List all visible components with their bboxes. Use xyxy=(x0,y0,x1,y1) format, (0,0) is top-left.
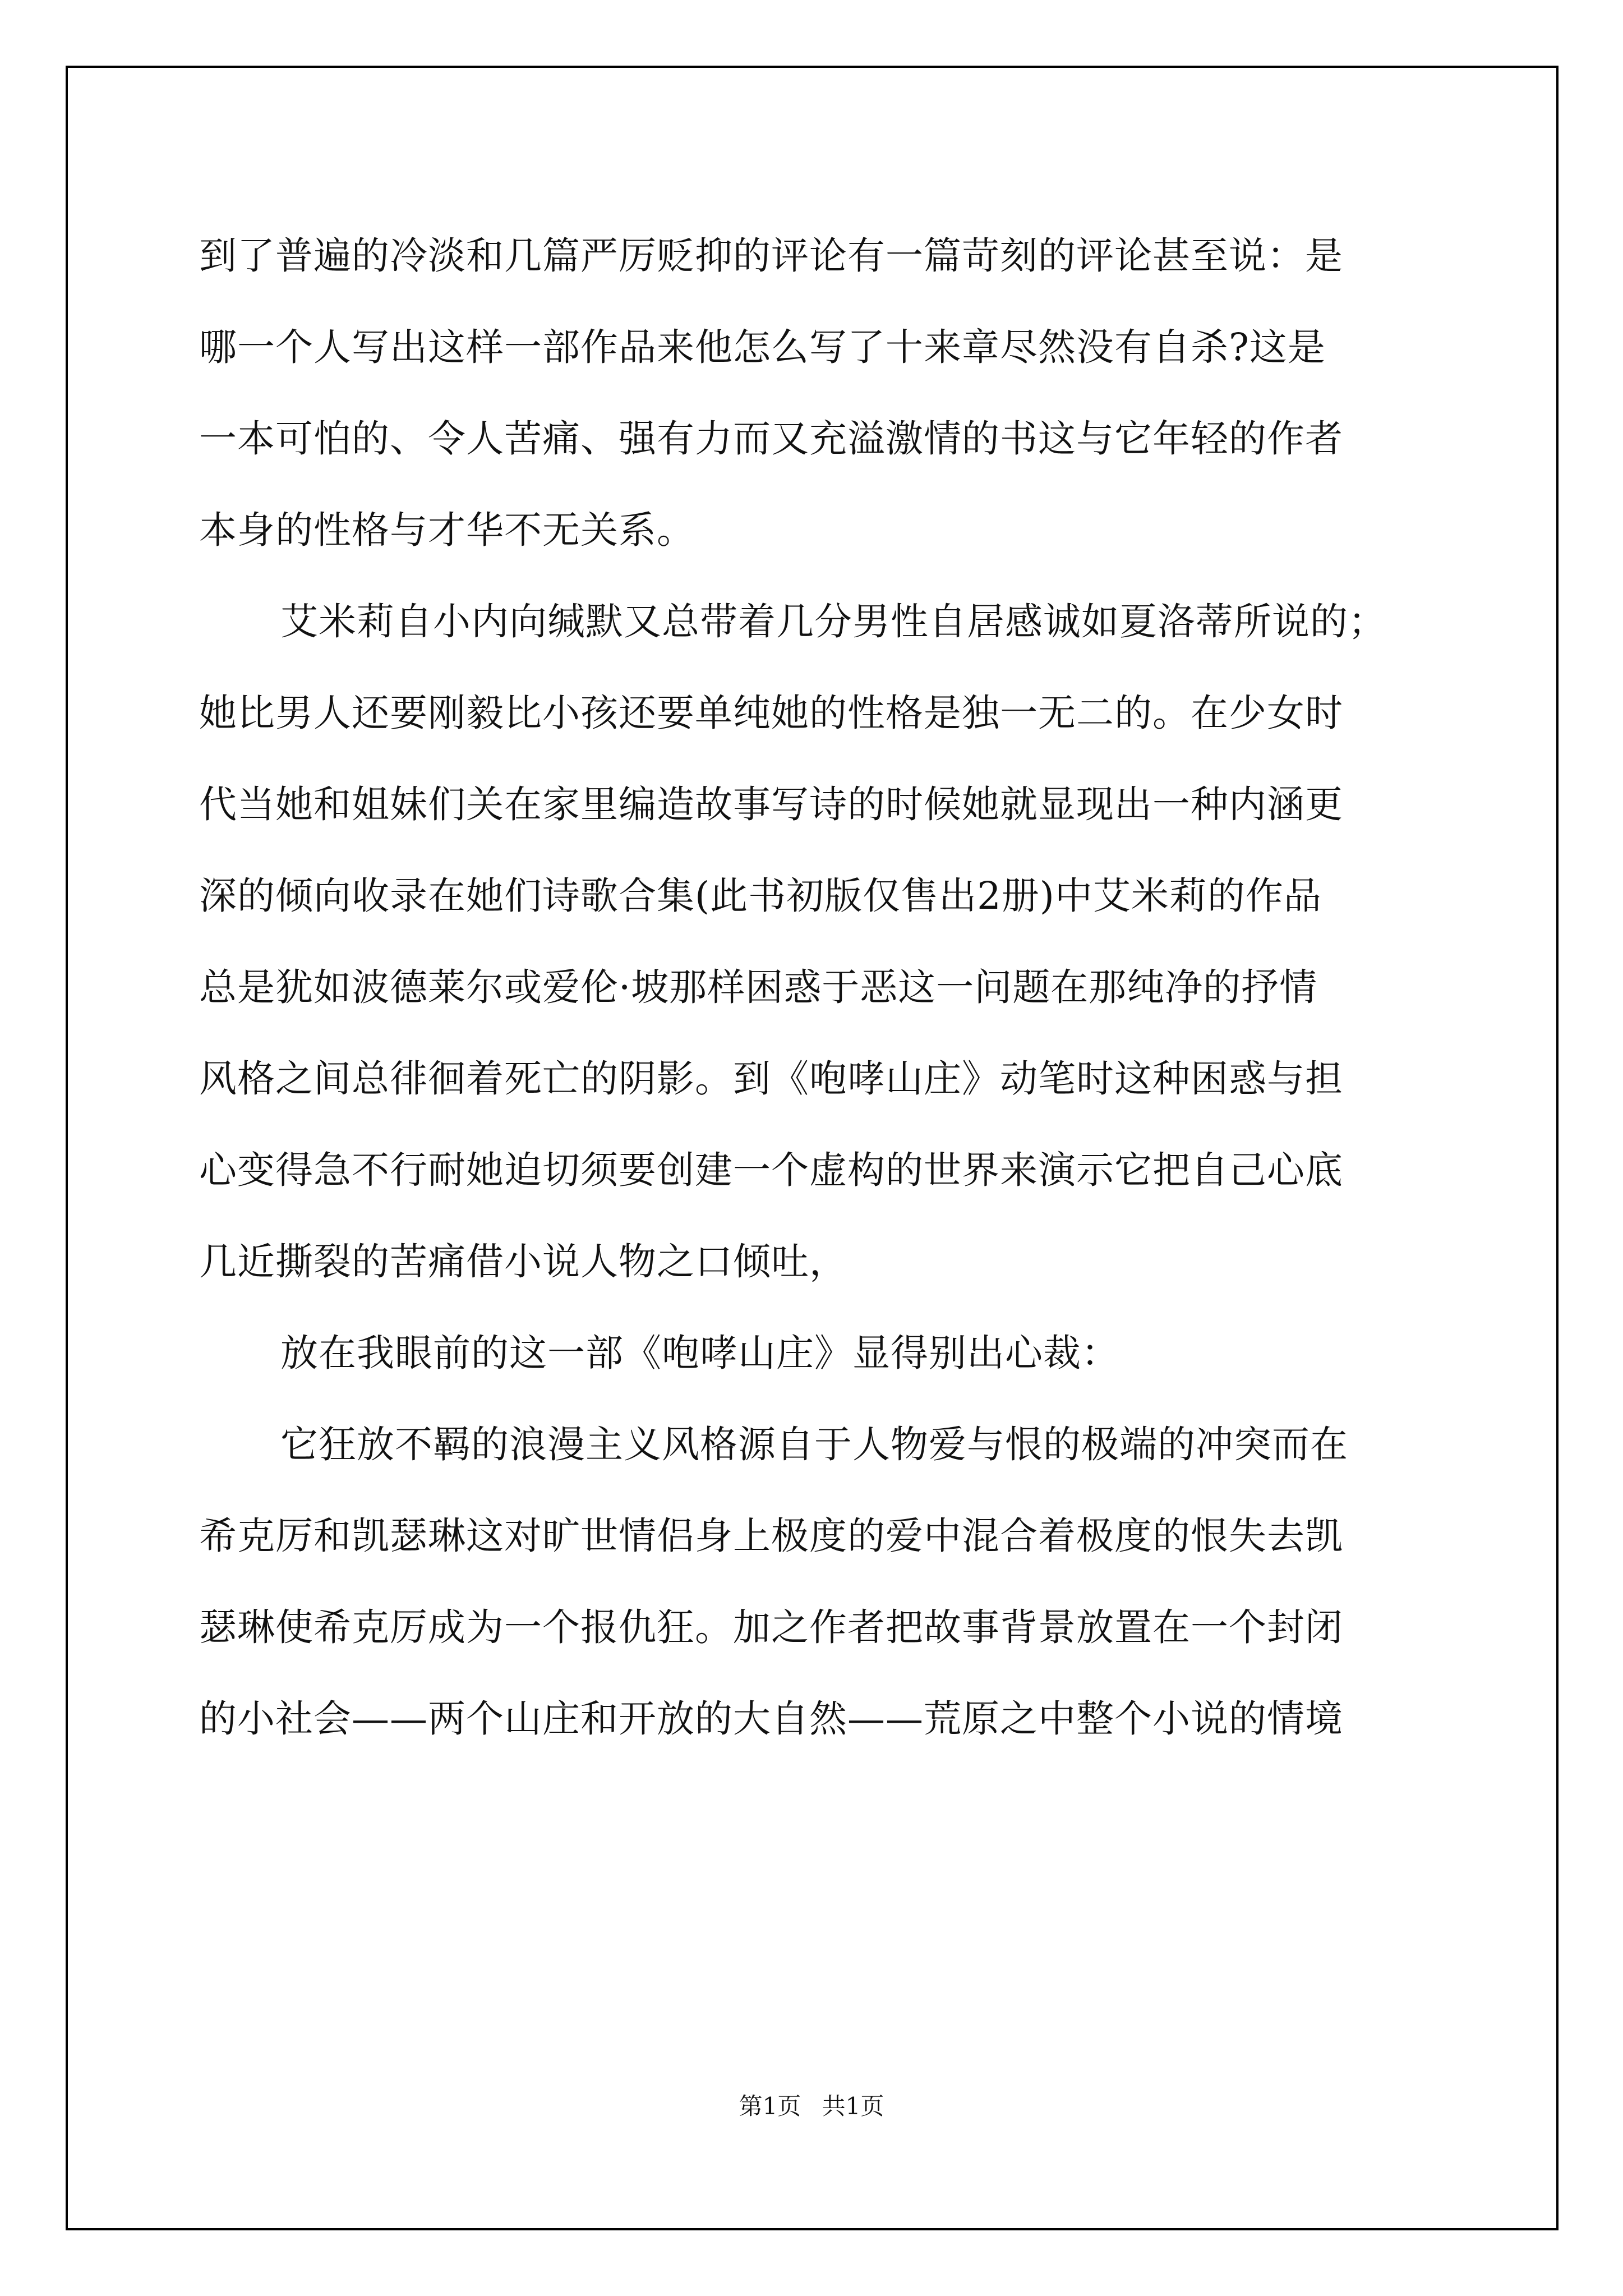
page-footer xyxy=(0,2088,1623,2122)
text-line: 希克厉和凯瑟琳这对旷世情侣身上极度的爱中混合着极度的恨失去凯 xyxy=(199,1514,1343,1558)
text-line: 她比男人还要刚毅比小孩还要单纯她的性格是独一无二的。在少女时 xyxy=(199,691,1343,735)
paragraph-start-line: 艾米莉自小内向缄默又总带着几分男性自居感诚如夏洛蒂所说的； xyxy=(280,600,1386,643)
text-line: 到了普遍的冷淡和几篇严厉贬抑的评论有一篇苛刻的评论甚至说：是 xyxy=(199,234,1343,278)
text-line: 的小社会——两个山庄和开放的大自然——荒原之中整个小说的情境 xyxy=(199,1697,1343,1741)
text-line: 代当她和姐妹们关在家里编造故事写诗的时候她就显现出一种内涵更 xyxy=(199,783,1343,826)
text-line: 风格之间总徘徊着死亡的阴影。到《咆哮山庄》动笔时这种困惑与担 xyxy=(199,1057,1343,1101)
document-body xyxy=(199,210,1433,1765)
text-line: 哪一个人写出这样一部作品来他怎么写了十来章尽然没有自杀?这是 xyxy=(199,325,1326,369)
paragraph-start-line: 放在我眼前的这一部《咆哮山庄》显得别出心裁： xyxy=(280,1331,1119,1375)
page-total: 共1页 xyxy=(822,2092,884,2120)
page-number: 第1页 xyxy=(739,2092,801,2120)
text-line: 本身的性格与才华不无关系。 xyxy=(199,508,695,552)
text-line: 瑟琳使希克厉成为一个报仇狂。加之作者把故事背景放置在一个封闭 xyxy=(199,1605,1343,1649)
paragraph-start-line: 它狂放不羁的浪漫主义风格源自于人物爱与恨的极端的冲突而在 xyxy=(280,1423,1348,1466)
text-line: 几近撕裂的苦痛借小说人物之口倾吐， xyxy=(199,1240,847,1283)
text-line: 总是犹如波德莱尔或爱伦·坡那样困惑于恶这一问题在那纯净的抒情 xyxy=(199,965,1318,1009)
text-line: 深的倾向收录在她们诗歌合集(此书初版仅售出2册)中艾米莉的作品 xyxy=(199,874,1322,918)
text-line: 一本可怕的、令人苦痛、强有力而又充溢激情的书这与它年轻的作者 xyxy=(199,417,1343,461)
text-line: 心变得急不行耐她迫切须要创建一个虚构的世界来演示它把自己心底 xyxy=(199,1148,1343,1192)
